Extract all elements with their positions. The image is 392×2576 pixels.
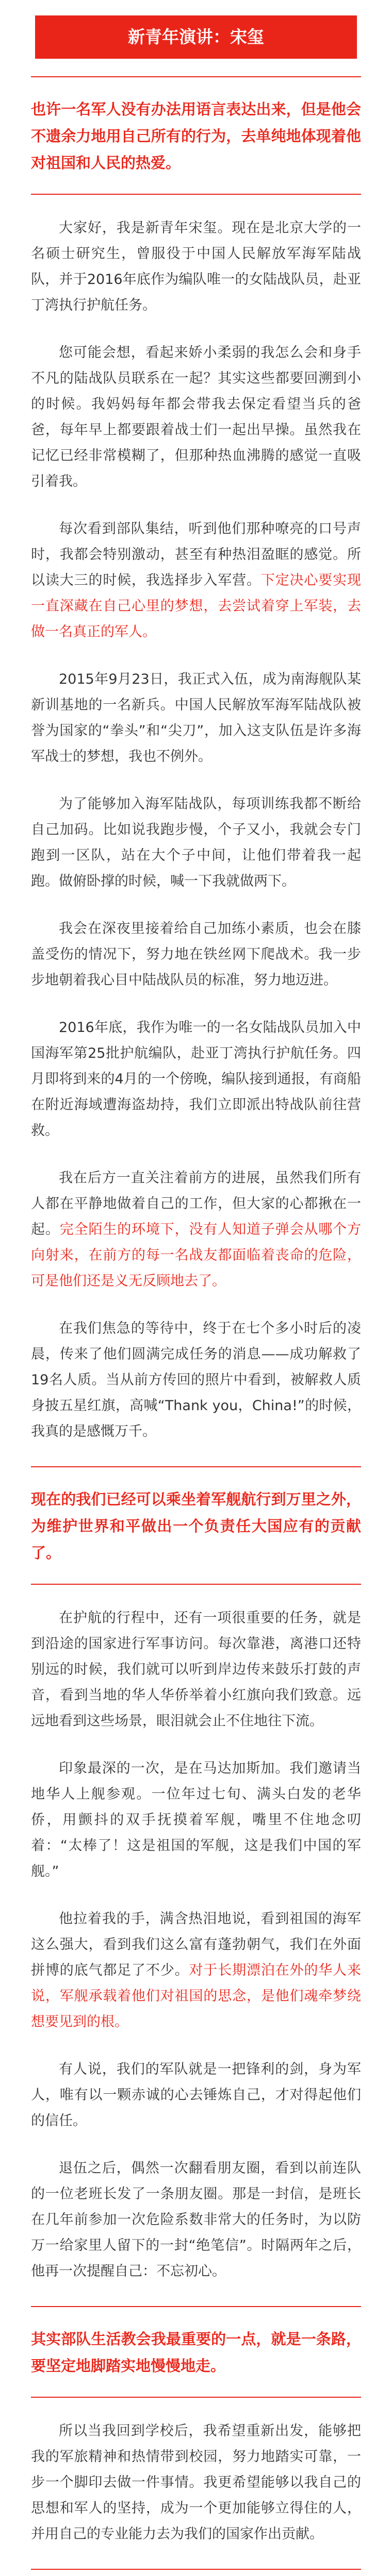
paragraph-text: 在护航的行程中，还有一项很重要的任务，就是到沿途的国家进行军事访问。每次靠港，离港口还特别远的时候，我们就可以听到岸边传来鼓乐打鼓的声音，看到当地的华人华侨举着小红旗向我们致意。远远地看到这些场景，眼泪就会止不住地往下流。 bbox=[31, 1610, 361, 1729]
body-paragraph bbox=[31, 2156, 361, 2284]
low-quote-text: 其实部队生活教会我最重要的一点，就是一条路，要坚定地脚踏实地慢慢地走。 bbox=[31, 2330, 361, 2375]
speech-title: 新青年演讲：宋玺 bbox=[35, 15, 357, 59]
paragraph-emphasis: 下定决心要实现一直深藏在自己心里的梦想，去尝试着穿上军装，去做一名真正的军人。 bbox=[31, 572, 362, 640]
body-paragraph bbox=[31, 1316, 361, 1445]
body-paragraph bbox=[31, 1165, 361, 1294]
body-paragraph bbox=[31, 667, 361, 770]
body-paragraph bbox=[31, 516, 361, 645]
paragraph-text: 所以当我回到学校后，我希望重新出发，能够把我的军旅精神和热情带到校园，努力地踏实可靠，一步一个脚印去做一件事情。我更希望能够以我自己的思想和军人的坚持，成为一个更加能够立得住的人，并用自己的专业能力去为我们的国家作出贡献。 bbox=[31, 2423, 361, 2542]
body-paragraph bbox=[31, 1015, 361, 1144]
paragraph-emphasis: 对于长期漂泊在外的华人来说，军舰承载着他们对祖国的思念，是他们魂牵梦绕想要见到的根。 bbox=[31, 1962, 361, 2030]
paragraph-text: 大家好，我是新青年宋玺。现在是北京大学的一名硕士研究生，曾服役于中国人民解放军海军陆战队，并于2016年底作为编队唯一的女陆战队员，赴亚丁湾执行护航任务。 bbox=[31, 220, 361, 313]
body-paragraph bbox=[31, 2057, 361, 2134]
body-paragraph bbox=[31, 916, 361, 993]
paragraph-text: 2015年9月23日，我正式入伍，成为南海舰队某新训基地的一名新兵。中国人民解放军海军陆战队被誉为国家的“拳头”和“尖刀”，加入这支队伍是许多海军战士的梦想，我也不例外。 bbox=[31, 671, 361, 765]
paragraph-text: 有人说，我们的军队就是一把锋利的剑，身为军人，唯有以一颗赤诚的心去锤炼自己，才对得起他们的信任。 bbox=[31, 2061, 361, 2129]
paragraph-group-3 bbox=[31, 2418, 361, 2547]
paragraph-text: 每次看到部队集结，听到他们那种嘹亮的口号声时，我都会特别激动，甚至有种热泪盈眶的感觉。所以读大三的时候，我选择步入军营。 bbox=[31, 521, 361, 588]
paragraph-text: 为了能够加入海军陆战队，每项训练我都不断给自己加码。比如说我跑步慢，个子又小，我就会专门跑到一区队，站在大个子中间，让他们带着我一起跑。做俯卧撑的时候，喊一下我就做两下。 bbox=[31, 796, 361, 889]
paragraph-text: 印象最深的一次，是在马达加斯加。我们邀请当地华人上舰参观。一位年过七旬、满头白发的老华侨，用颤抖的双手抚摸着军舰，嘴里不住地念叨着：“太棒了！这是祖国的军舰，这是我们中国的军舰。” bbox=[31, 1760, 361, 1879]
body-paragraph bbox=[31, 340, 361, 495]
mid-quote bbox=[31, 1466, 361, 1585]
paragraph-text: 在我们焦急的等待中，终于在七个多小时后的凌晨，传来了他们圆满完成任务的消息——成功解救了19名人质。当从前方传回的照片中看到，被解救人质身披五星红旗，高喊“Thank you，China!”的时候，我真的是感慨万千。 bbox=[31, 1320, 361, 1439]
paragraph-group-1 bbox=[31, 215, 361, 1445]
paragraph-text: 他拉着我的手，满含热泪地说，看到祖国的海军这么强大，看到我们这么富有蓬勃朝气，我们在外面拼博的底气都足了不少。 bbox=[31, 1911, 361, 1978]
final-quote bbox=[31, 2569, 361, 2576]
mid-quote-text: 现在的我们已经可以乘坐着军舰航行到万里之外，为维护世界和平做出一个负责任大国应有的贡献了。 bbox=[31, 1490, 361, 1562]
body-paragraph bbox=[31, 1756, 361, 1885]
low-quote bbox=[31, 2306, 361, 2398]
paragraph-text: 我在后方一直关注着前方的进展，虽然我们所有人都在平静地做着自己的工作，但大家的心都揪在一起。 bbox=[31, 1170, 361, 1238]
intro-quote bbox=[31, 76, 361, 195]
paragraph-emphasis: 完全陌生的环境下，没有人知道子弹会从哪个方向射来，在前方的每一名战友都面临着丧命的危险，可是他们还是义无反顾地去了。 bbox=[31, 1222, 362, 1289]
paragraph-text: 您可能会想，看起来娇小柔弱的我怎么会和身手不凡的陆战队员联系在一起？其实这些都要回溯到小的时候。我妈妈每年都会带我去保定看望当兵的爸爸，每年早上都要跟着战士们一起出早操。虽然我在记忆已经非常模糊了，但那种热血沸腾的感觉一直吸引着我。 bbox=[31, 345, 361, 489]
paragraph-text: 我会在深夜里接着给自己加练小素质，也会在膝盖受伤的情况下，努力地在铁丝网下爬战术。我一步步地朝着我心目中陆战队员的标准，努力地迈进。 bbox=[31, 921, 361, 988]
body-paragraph bbox=[31, 1906, 361, 2035]
paragraph-group-2 bbox=[31, 1605, 361, 2284]
intro-quote-text: 也许一名军人没有办法用语言表达出来，但是他会不遗余力地用自己所有的行为，去单纯地体现着他对祖国和人民的热爱。 bbox=[31, 100, 361, 172]
body-paragraph bbox=[31, 791, 361, 894]
paragraph-text: 退伍之后，偶然一次翻看朋友圈，看到以前连队的一位老班长发了一条朋友圈。那是一封信，是班长在几年前参加一次危险系数非常大的任务时，为以防万一给家里人留下的一封“绝笔信”。时隔两年之后，他再一次提醒自己：不忘初心。 bbox=[31, 2160, 361, 2279]
body-paragraph bbox=[31, 215, 361, 318]
body-paragraph bbox=[31, 2418, 361, 2547]
body-paragraph bbox=[31, 1605, 361, 1734]
paragraph-text: 2016年底，我作为唯一的一名女陆战队员加入中国海军第25批护航编队，赴亚丁湾执行护航任务。四月即将到来的4月的一个傍晚，编队接到通报，有商船在附近海域遭海盗劫持，我们立即派出特战队前往营救。 bbox=[31, 1020, 361, 1139]
